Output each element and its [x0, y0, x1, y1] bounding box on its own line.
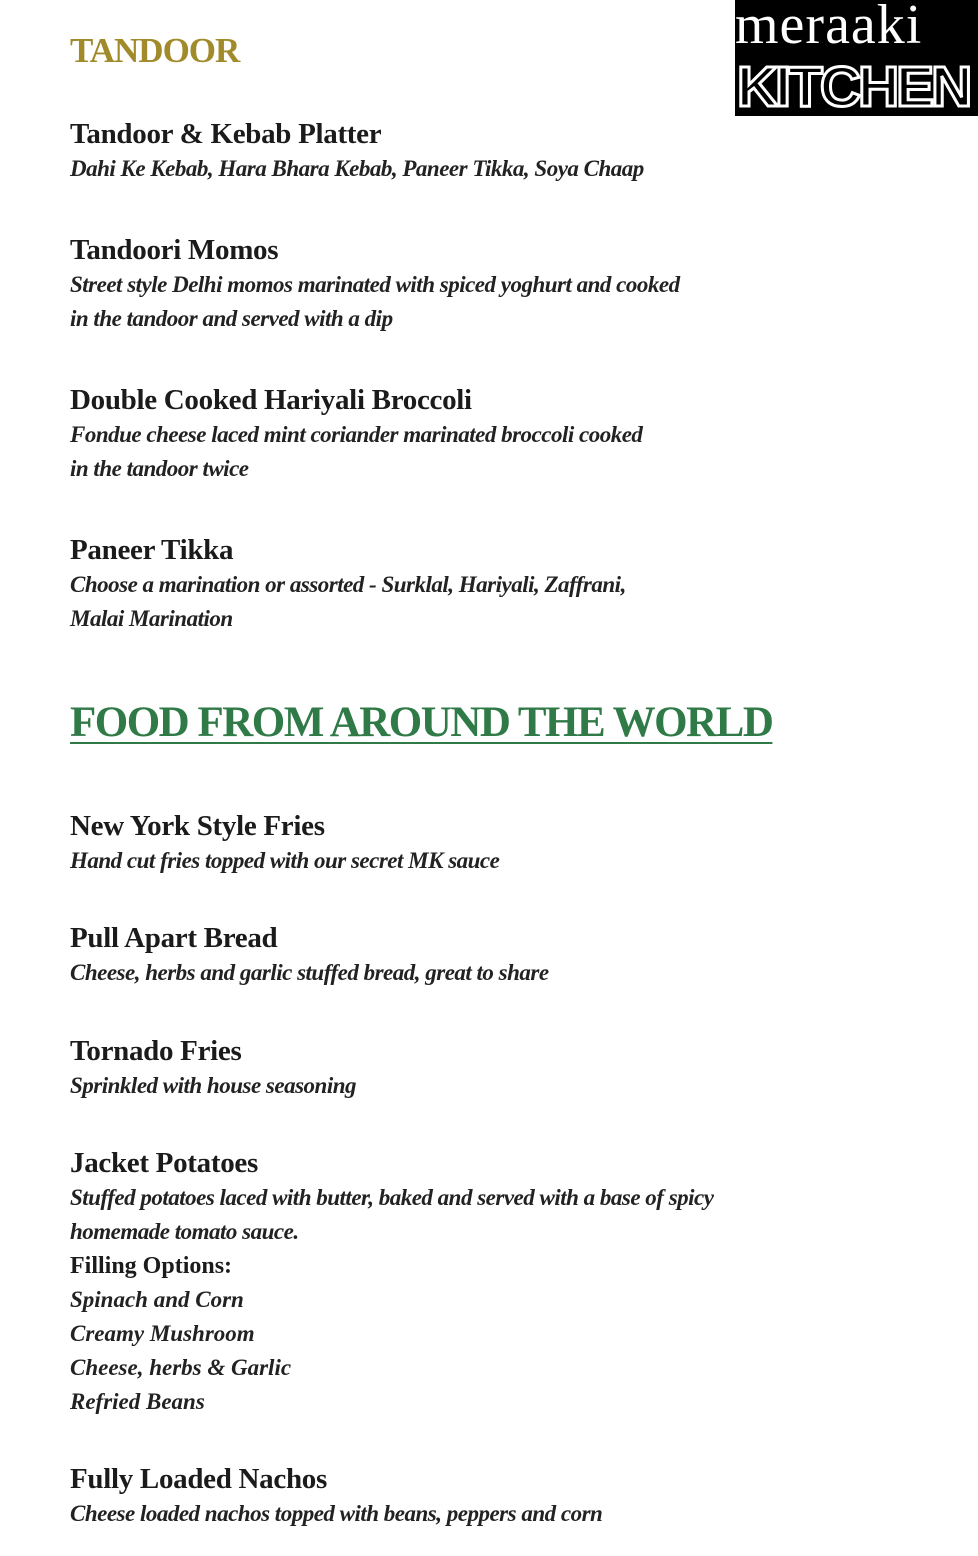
description-line: homemade tomato sauce. — [70, 1219, 299, 1244]
menu-item — [70, 232, 890, 336]
item-description — [70, 268, 890, 336]
logo-wordmark-meraaki: meraaki — [735, 0, 923, 56]
description-line: Choose a marination or assorted - Surklal, Hariyali, Zaffrani, — [70, 572, 626, 597]
description-line: Cheese loaded nachos topped with beans, peppers and corn — [70, 1501, 603, 1526]
menu-item — [70, 382, 890, 486]
item-description — [70, 152, 890, 186]
item-name: Paneer Tikka — [70, 534, 234, 566]
description-line: Dahi Ke Kebab, Hara Bhara Kebab, Paneer Tikka, Soya Chaap — [70, 156, 644, 181]
description-line: in the tandoor twice — [70, 456, 249, 481]
logo-wordmark-kitchen: KITCHEN — [737, 55, 970, 116]
description-line: Street style Delhi momos marinated with spiced yoghurt and cooked — [70, 272, 680, 297]
tandoor-section-title: TANDOOR — [70, 31, 240, 70]
menu-item — [70, 1145, 890, 1419]
description-line: Cheese, herbs and garlic stuffed bread, great to share — [70, 960, 549, 985]
item-name: Tandoor & Kebab Platter — [70, 118, 382, 150]
item-description — [70, 956, 890, 990]
filling-option: Creamy Mushroom — [70, 1321, 255, 1346]
description-line: in the tandoor and served with a dip — [70, 306, 393, 331]
item-description — [70, 1497, 890, 1531]
item-description — [70, 418, 890, 486]
menu-item — [70, 1461, 890, 1531]
filling-option: Spinach and Corn — [70, 1287, 244, 1312]
item-name: Tornado Fries — [70, 1035, 242, 1067]
item-name: Tandoori Momos — [70, 234, 279, 266]
menu-item — [70, 1033, 890, 1103]
filling-options-label: Filling Options: — [70, 1253, 233, 1279]
world-section-title: FOOD FROM AROUND THE WORLD — [70, 699, 773, 746]
item-description — [70, 568, 890, 636]
item-name: New York Style Fries — [70, 810, 325, 842]
item-description — [70, 1069, 890, 1103]
menu-item — [70, 808, 890, 878]
item-name: Pull Apart Bread — [70, 922, 278, 954]
description-line: Fondue cheese laced mint coriander marinated broccoli cooked — [70, 422, 643, 447]
description-line: Hand cut fries topped with our secret MK sauce — [70, 848, 500, 873]
description-line: Stuffed potatoes laced with butter, baked and served with a base of spicy — [70, 1185, 714, 1210]
meraaki-kitchen-logo — [735, 0, 978, 116]
item-description — [70, 1181, 890, 1249]
menu-item — [70, 532, 890, 636]
menu-item — [70, 920, 890, 990]
menu-item — [70, 116, 890, 186]
item-name: Double Cooked Hariyali Broccoli — [70, 384, 472, 416]
filling-options-list — [70, 1283, 890, 1419]
filling-option: Cheese, herbs & Garlic — [70, 1355, 292, 1380]
description-line: Sprinkled with house seasoning — [70, 1073, 357, 1098]
item-description — [70, 844, 890, 878]
item-name: Jacket Potatoes — [70, 1147, 258, 1179]
item-name: Fully Loaded Nachos — [70, 1463, 327, 1495]
filling-option: Refried Beans — [70, 1389, 205, 1414]
description-line: Malai Marination — [70, 606, 233, 631]
